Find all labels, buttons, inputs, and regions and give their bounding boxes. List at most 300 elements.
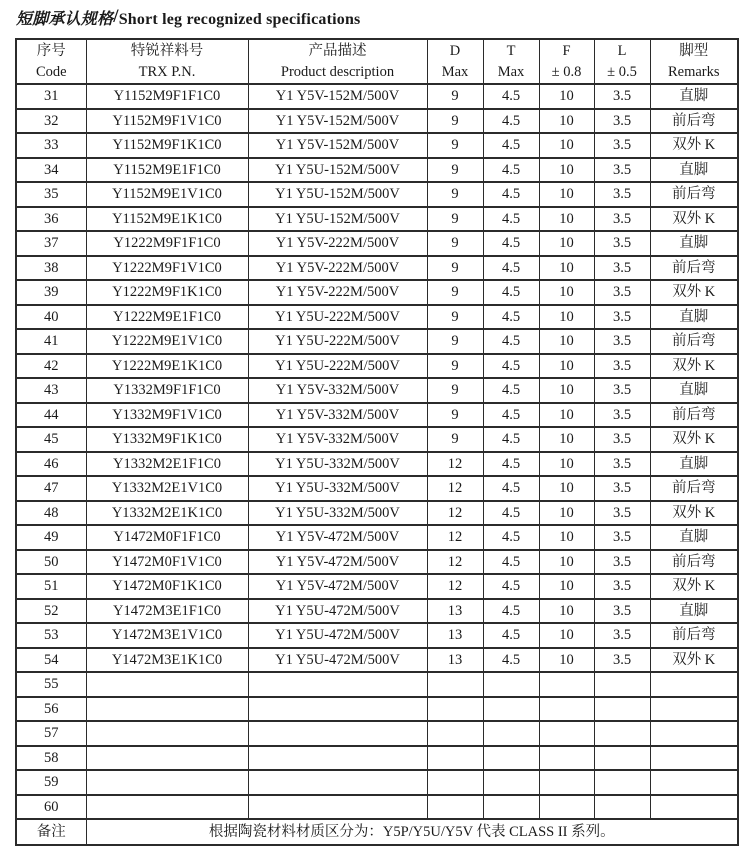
cell-d: 9 — [427, 427, 483, 452]
cell-remark: 前后弯 — [650, 109, 738, 134]
cell-desc: Y1 Y5U-472M/500V — [248, 648, 427, 673]
cell-t: 4.5 — [483, 133, 539, 158]
cell-desc — [248, 721, 427, 746]
cell-pn: Y1152M9E1K1C0 — [86, 207, 248, 232]
cell-remark: 直脚 — [650, 305, 738, 330]
cell-remark — [650, 672, 738, 697]
cell-t: 4.5 — [483, 84, 539, 109]
cell-code: 32 — [16, 109, 86, 134]
cell-l: 3.5 — [594, 574, 650, 599]
cell-l: 3.5 — [594, 476, 650, 501]
cell-t — [483, 746, 539, 771]
cell-remark — [650, 795, 738, 820]
cell-f: 10 — [539, 452, 594, 477]
table-row — [16, 231, 738, 256]
cell-t: 4.5 — [483, 378, 539, 403]
cell-l: 3.5 — [594, 182, 650, 207]
table-row — [16, 697, 738, 722]
cell-f: 10 — [539, 158, 594, 183]
cell-code: 44 — [16, 403, 86, 428]
cell-l: 3.5 — [594, 280, 650, 305]
cell-pn: Y1222M9F1F1C0 — [86, 231, 248, 256]
column-header-l — [594, 39, 650, 84]
cell-remark — [650, 697, 738, 722]
cell-code: 48 — [16, 501, 86, 526]
cell-code: 37 — [16, 231, 86, 256]
cell-desc: Y1 Y5U-332M/500V — [248, 452, 427, 477]
cell-pn — [86, 795, 248, 820]
cell-f: 10 — [539, 574, 594, 599]
table-row — [16, 378, 738, 403]
table-row — [16, 403, 738, 428]
cell-f: 10 — [539, 133, 594, 158]
cell-desc: Y1 Y5V-222M/500V — [248, 231, 427, 256]
cell-pn: Y1222M9E1V1C0 — [86, 329, 248, 354]
column-header-d-en: Max — [441, 63, 469, 80]
cell-code: 33 — [16, 133, 86, 158]
cell-d: 9 — [427, 354, 483, 379]
column-header-code — [16, 39, 86, 84]
cell-t — [483, 770, 539, 795]
cell-pn — [86, 697, 248, 722]
table-row — [16, 109, 738, 134]
cell-t: 4.5 — [483, 623, 539, 648]
cell-d: 9 — [427, 133, 483, 158]
cell-t: 4.5 — [483, 427, 539, 452]
cell-code: 46 — [16, 452, 86, 477]
cell-t: 4.5 — [483, 280, 539, 305]
cell-f — [539, 746, 594, 771]
cell-t: 4.5 — [483, 329, 539, 354]
cell-f: 10 — [539, 207, 594, 232]
cell-desc: Y1 Y5V-472M/500V — [248, 525, 427, 550]
cell-code: 57 — [16, 721, 86, 746]
table-row — [16, 329, 738, 354]
table-row — [16, 427, 738, 452]
cell-pn: Y1152M9E1F1C0 — [86, 158, 248, 183]
cell-l: 3.5 — [594, 501, 650, 526]
cell-code: 59 — [16, 770, 86, 795]
cell-l — [594, 746, 650, 771]
cell-d: 9 — [427, 256, 483, 281]
cell-remark: 直脚 — [650, 158, 738, 183]
cell-t — [483, 795, 539, 820]
cell-t: 4.5 — [483, 109, 539, 134]
cell-code: 39 — [16, 280, 86, 305]
cell-remark: 前后弯 — [650, 476, 738, 501]
cell-l: 3.5 — [594, 256, 650, 281]
cell-d: 13 — [427, 599, 483, 624]
cell-l — [594, 697, 650, 722]
cell-d: 12 — [427, 574, 483, 599]
cell-pn: Y1222M9F1K1C0 — [86, 280, 248, 305]
cell-l: 3.5 — [594, 452, 650, 477]
cell-t: 4.5 — [483, 550, 539, 575]
cell-pn: Y1332M9F1K1C0 — [86, 427, 248, 452]
cell-remark: 直脚 — [650, 231, 738, 256]
cell-code: 53 — [16, 623, 86, 648]
cell-remark: 双外 K — [650, 207, 738, 232]
cell-desc: Y1 Y5U-222M/500V — [248, 354, 427, 379]
cell-desc: Y1 Y5V-472M/500V — [248, 574, 427, 599]
cell-f — [539, 721, 594, 746]
cell-desc — [248, 795, 427, 820]
cell-l: 3.5 — [594, 305, 650, 330]
cell-t: 4.5 — [483, 256, 539, 281]
cell-remark: 双外 K — [650, 133, 738, 158]
cell-t: 4.5 — [483, 476, 539, 501]
cell-pn: Y1472M0F1V1C0 — [86, 550, 248, 575]
table-row — [16, 599, 738, 624]
cell-desc — [248, 697, 427, 722]
cell-f — [539, 795, 594, 820]
cell-d: 9 — [427, 84, 483, 109]
table-row — [16, 452, 738, 477]
cell-pn: Y1472M3E1V1C0 — [86, 623, 248, 648]
cell-f: 10 — [539, 403, 594, 428]
cell-t: 4.5 — [483, 574, 539, 599]
cell-t: 4.5 — [483, 403, 539, 428]
column-header-f — [539, 39, 594, 84]
cell-code: 52 — [16, 599, 86, 624]
cell-code: 42 — [16, 354, 86, 379]
cell-desc: Y1 Y5V-222M/500V — [248, 256, 427, 281]
cell-pn: Y1472M3E1F1C0 — [86, 599, 248, 624]
column-header-remarks — [650, 39, 738, 84]
cell-f: 10 — [539, 476, 594, 501]
column-header-f-zh: F — [562, 42, 571, 59]
table-row — [16, 795, 738, 820]
cell-desc: Y1 Y5U-152M/500V — [248, 158, 427, 183]
cell-remark — [650, 721, 738, 746]
cell-code: 31 — [16, 84, 86, 109]
cell-t — [483, 697, 539, 722]
cell-remark: 前后弯 — [650, 256, 738, 281]
cell-l — [594, 721, 650, 746]
cell-desc: Y1 Y5U-222M/500V — [248, 329, 427, 354]
cell-pn — [86, 672, 248, 697]
cell-pn: Y1152M9F1V1C0 — [86, 109, 248, 134]
cell-pn: Y1472M0F1F1C0 — [86, 525, 248, 550]
cell-pn: Y1472M3E1K1C0 — [86, 648, 248, 673]
cell-remark: 直脚 — [650, 452, 738, 477]
cell-pn: Y1152M9F1F1C0 — [86, 84, 248, 109]
cell-d — [427, 721, 483, 746]
column-header-d — [427, 39, 483, 84]
cell-remark: 前后弯 — [650, 550, 738, 575]
table-row — [16, 550, 738, 575]
cell-code: 60 — [16, 795, 86, 820]
note-row — [16, 819, 738, 845]
column-header-pn — [86, 39, 248, 84]
cell-remark: 双外 K — [650, 280, 738, 305]
cell-code: 47 — [16, 476, 86, 501]
cell-pn: Y1152M9E1V1C0 — [86, 182, 248, 207]
column-header-t — [483, 39, 539, 84]
cell-pn — [86, 746, 248, 771]
cell-t: 4.5 — [483, 501, 539, 526]
cell-f: 10 — [539, 280, 594, 305]
column-header-l-en: ± 0.5 — [607, 63, 637, 80]
table-row — [16, 256, 738, 281]
cell-d: 9 — [427, 329, 483, 354]
cell-d: 9 — [427, 182, 483, 207]
table-row — [16, 354, 738, 379]
spec-table — [15, 38, 739, 846]
cell-code: 49 — [16, 525, 86, 550]
cell-code: 40 — [16, 305, 86, 330]
cell-d: 9 — [427, 280, 483, 305]
cell-l: 3.5 — [594, 378, 650, 403]
cell-pn: Y1152M9F1K1C0 — [86, 133, 248, 158]
cell-t: 4.5 — [483, 525, 539, 550]
cell-pn: Y1332M2E1F1C0 — [86, 452, 248, 477]
cell-l: 3.5 — [594, 550, 650, 575]
cell-desc: Y1 Y5U-222M/500V — [248, 305, 427, 330]
column-header-pn-en: TRX P.N. — [138, 63, 196, 80]
column-header-d-zh: D — [449, 42, 461, 59]
cell-remark: 双外 K — [650, 574, 738, 599]
cell-l: 3.5 — [594, 133, 650, 158]
cell-desc: Y1 Y5U-152M/500V — [248, 182, 427, 207]
column-header-remarks-zh: 脚型 — [679, 42, 709, 59]
table-row — [16, 746, 738, 771]
cell-code: 50 — [16, 550, 86, 575]
cell-code: 35 — [16, 182, 86, 207]
spec-table-body — [16, 84, 738, 845]
cell-l: 3.5 — [594, 623, 650, 648]
cell-t: 4.5 — [483, 648, 539, 673]
cell-l: 3.5 — [594, 354, 650, 379]
table-row — [16, 574, 738, 599]
column-header-desc-en: Product description — [280, 63, 395, 80]
cell-remark: 双外 K — [650, 648, 738, 673]
table-row — [16, 648, 738, 673]
cell-l — [594, 795, 650, 820]
cell-pn: Y1332M9F1F1C0 — [86, 378, 248, 403]
cell-remark: 前后弯 — [650, 403, 738, 428]
cell-pn: Y1222M9F1V1C0 — [86, 256, 248, 281]
cell-code: 41 — [16, 329, 86, 354]
page-title — [16, 6, 360, 29]
cell-code: 43 — [16, 378, 86, 403]
cell-l — [594, 672, 650, 697]
cell-f: 10 — [539, 648, 594, 673]
cell-desc — [248, 672, 427, 697]
cell-l: 3.5 — [594, 525, 650, 550]
cell-desc: Y1 Y5V-332M/500V — [248, 427, 427, 452]
cell-d — [427, 770, 483, 795]
cell-d — [427, 746, 483, 771]
cell-f: 10 — [539, 354, 594, 379]
cell-remark: 双外 K — [650, 427, 738, 452]
cell-d: 9 — [427, 109, 483, 134]
cell-remark — [650, 770, 738, 795]
cell-d: 9 — [427, 158, 483, 183]
table-row — [16, 305, 738, 330]
cell-d — [427, 697, 483, 722]
cell-l: 3.5 — [594, 403, 650, 428]
cell-f: 10 — [539, 525, 594, 550]
cell-t: 4.5 — [483, 599, 539, 624]
cell-remark: 前后弯 — [650, 623, 738, 648]
cell-f: 10 — [539, 599, 594, 624]
cell-l — [594, 770, 650, 795]
cell-pn — [86, 721, 248, 746]
cell-desc: Y1 Y5V-152M/500V — [248, 133, 427, 158]
column-header-t-en: Max — [497, 63, 525, 80]
cell-t: 4.5 — [483, 231, 539, 256]
cell-l: 3.5 — [594, 109, 650, 134]
cell-d: 9 — [427, 231, 483, 256]
table-row — [16, 158, 738, 183]
title-separator: / — [113, 6, 119, 27]
cell-pn: Y1332M9F1V1C0 — [86, 403, 248, 428]
cell-desc — [248, 770, 427, 795]
cell-desc: Y1 Y5V-332M/500V — [248, 403, 427, 428]
cell-desc: Y1 Y5V-152M/500V — [248, 84, 427, 109]
cell-t — [483, 721, 539, 746]
cell-code: 38 — [16, 256, 86, 281]
cell-d: 9 — [427, 403, 483, 428]
cell-code: 58 — [16, 746, 86, 771]
table-row — [16, 207, 738, 232]
header-row — [16, 39, 738, 84]
note-text: 根据陶瓷材料材质区分为：Y5P/Y5U/Y5V 代表 CLASS II 系列。 — [86, 819, 738, 845]
cell-desc: Y1 Y5V-472M/500V — [248, 550, 427, 575]
cell-d: 13 — [427, 648, 483, 673]
cell-desc: Y1 Y5V-332M/500V — [248, 378, 427, 403]
column-header-code-en: Code — [35, 63, 67, 80]
cell-d: 12 — [427, 476, 483, 501]
cell-f: 10 — [539, 501, 594, 526]
page-title-chinese: 短脚承认规格 — [16, 11, 114, 28]
table-row — [16, 623, 738, 648]
cell-remark: 前后弯 — [650, 182, 738, 207]
table-row — [16, 770, 738, 795]
cell-remark: 双外 K — [650, 501, 738, 526]
cell-l: 3.5 — [594, 231, 650, 256]
cell-pn: Y1472M0F1K1C0 — [86, 574, 248, 599]
cell-f: 10 — [539, 378, 594, 403]
table-row — [16, 672, 738, 697]
cell-d: 12 — [427, 550, 483, 575]
cell-l: 3.5 — [594, 84, 650, 109]
cell-pn: Y1332M2E1V1C0 — [86, 476, 248, 501]
cell-code: 51 — [16, 574, 86, 599]
column-header-desc-zh: 产品描述 — [308, 42, 367, 59]
cell-remark: 双外 K — [650, 354, 738, 379]
cell-desc: Y1 Y5V-222M/500V — [248, 280, 427, 305]
cell-d: 9 — [427, 305, 483, 330]
cell-desc: Y1 Y5U-472M/500V — [248, 599, 427, 624]
cell-l: 3.5 — [594, 329, 650, 354]
cell-d: 9 — [427, 378, 483, 403]
cell-f — [539, 770, 594, 795]
cell-f: 10 — [539, 305, 594, 330]
cell-pn: Y1222M9E1F1C0 — [86, 305, 248, 330]
cell-code: 54 — [16, 648, 86, 673]
spec-table-header — [16, 39, 738, 84]
cell-desc — [248, 746, 427, 771]
cell-code: 56 — [16, 697, 86, 722]
table-row — [16, 280, 738, 305]
cell-l: 3.5 — [594, 158, 650, 183]
cell-desc: Y1 Y5U-152M/500V — [248, 207, 427, 232]
column-header-t-zh: T — [506, 42, 516, 59]
table-row — [16, 721, 738, 746]
cell-code: 36 — [16, 207, 86, 232]
table-row — [16, 525, 738, 550]
cell-l: 3.5 — [594, 207, 650, 232]
cell-code: 45 — [16, 427, 86, 452]
cell-pn — [86, 770, 248, 795]
cell-code: 34 — [16, 158, 86, 183]
cell-remark: 直脚 — [650, 84, 738, 109]
cell-l: 3.5 — [594, 599, 650, 624]
column-header-remarks-en: Remarks — [667, 63, 720, 80]
cell-f: 10 — [539, 84, 594, 109]
cell-code: 55 — [16, 672, 86, 697]
cell-f: 10 — [539, 550, 594, 575]
table-row — [16, 501, 738, 526]
cell-t: 4.5 — [483, 207, 539, 232]
cell-f — [539, 672, 594, 697]
cell-remark: 直脚 — [650, 599, 738, 624]
cell-pn: Y1332M2E1K1C0 — [86, 501, 248, 526]
table-row — [16, 476, 738, 501]
cell-f: 10 — [539, 427, 594, 452]
cell-d: 12 — [427, 452, 483, 477]
cell-remark: 前后弯 — [650, 329, 738, 354]
column-header-pn-zh: 特锐祥料号 — [130, 42, 204, 59]
cell-desc: Y1 Y5U-332M/500V — [248, 501, 427, 526]
table-row — [16, 182, 738, 207]
cell-d: 9 — [427, 207, 483, 232]
column-header-code-zh: 序号 — [36, 42, 66, 59]
cell-d — [427, 795, 483, 820]
cell-t: 4.5 — [483, 305, 539, 330]
cell-d: 12 — [427, 501, 483, 526]
cell-f: 10 — [539, 182, 594, 207]
cell-l: 3.5 — [594, 648, 650, 673]
page-title-english: Short leg recognized specifications — [118, 11, 361, 28]
cell-desc: Y1 Y5V-152M/500V — [248, 109, 427, 134]
cell-f: 10 — [539, 109, 594, 134]
cell-pn: Y1222M9E1K1C0 — [86, 354, 248, 379]
cell-f — [539, 697, 594, 722]
table-row — [16, 133, 738, 158]
cell-d: 13 — [427, 623, 483, 648]
column-header-desc — [248, 39, 427, 84]
cell-remark: 直脚 — [650, 525, 738, 550]
cell-f: 10 — [539, 231, 594, 256]
cell-d: 12 — [427, 525, 483, 550]
cell-t: 4.5 — [483, 158, 539, 183]
cell-t: 4.5 — [483, 182, 539, 207]
cell-remark — [650, 746, 738, 771]
note-label: 备注 — [16, 819, 86, 845]
cell-desc: Y1 Y5U-472M/500V — [248, 623, 427, 648]
cell-d — [427, 672, 483, 697]
cell-t — [483, 672, 539, 697]
cell-f: 10 — [539, 623, 594, 648]
cell-f: 10 — [539, 329, 594, 354]
column-header-f-en: ± 0.8 — [551, 63, 582, 80]
cell-t: 4.5 — [483, 354, 539, 379]
cell-f: 10 — [539, 256, 594, 281]
cell-l: 3.5 — [594, 427, 650, 452]
